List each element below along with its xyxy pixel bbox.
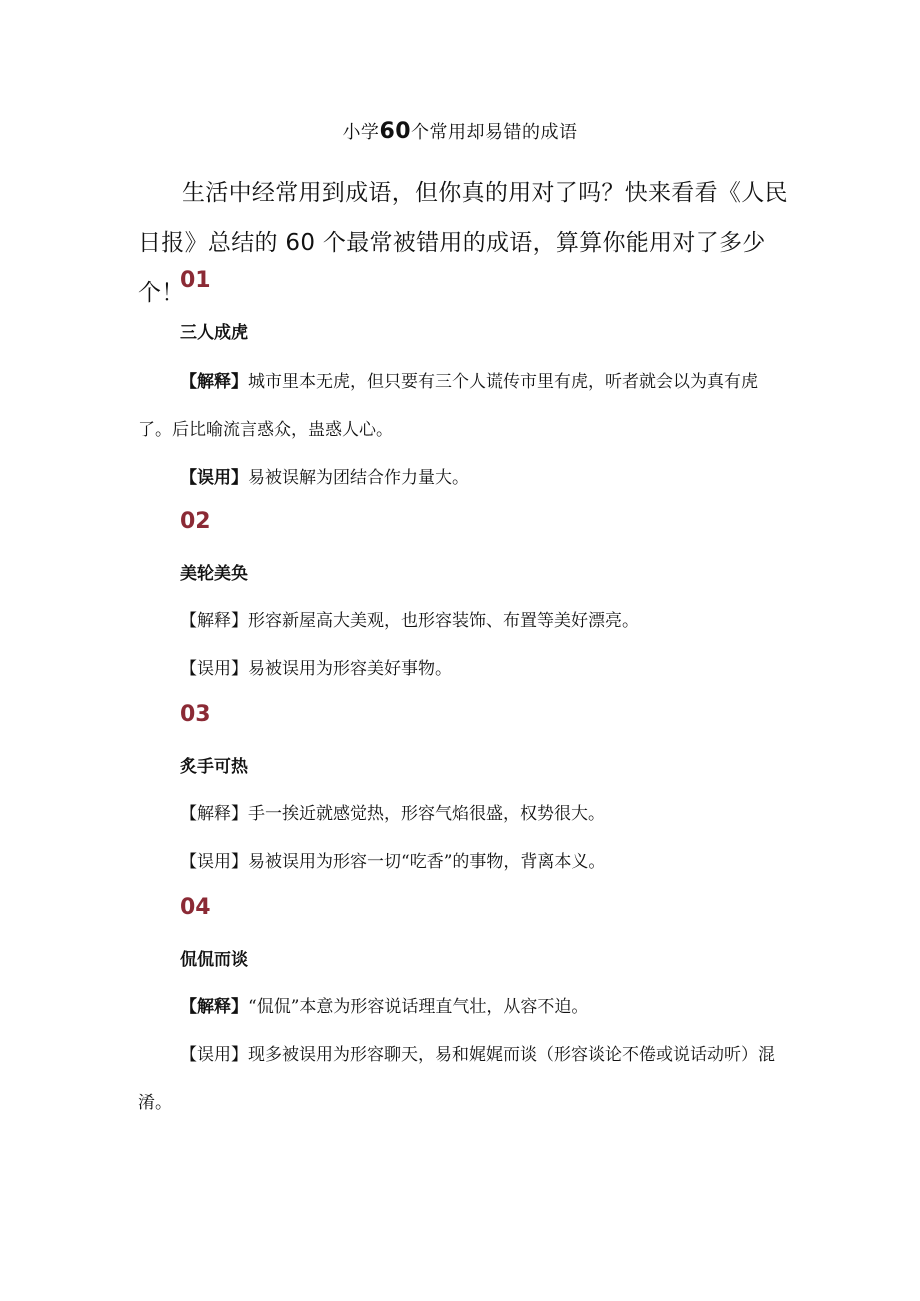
explanation-tag: 【解释】	[180, 372, 248, 392]
explanation-tag: 【解释】	[180, 804, 248, 824]
document-title	[0, 118, 920, 144]
explanation-text: 手一挨近就感觉热，形容气焰很盛，权势很大。	[248, 804, 605, 824]
misuse-text: 易被误解为团结合作力量大。	[248, 468, 469, 488]
misuse-tag: 【误用】	[180, 468, 248, 488]
title-prefix: 小学	[342, 122, 380, 143]
misuse-tag: 【误用】	[180, 852, 248, 872]
section-number: 01	[180, 268, 211, 293]
explanation-paragraph	[138, 597, 788, 645]
explanation-text: 城市里本无虎，但只要有三个人谎传市里有虎，听者就会以为真有虎了。后比喻流言惑众，蛊惑人心。	[138, 372, 758, 440]
explanation-paragraph	[138, 983, 788, 1031]
explanation-paragraph	[138, 790, 788, 838]
explanation-tag: 【解释】	[180, 997, 248, 1017]
section-number: 02	[180, 509, 211, 534]
idiom-title: 侃侃而谈	[180, 950, 248, 970]
misuse-text: 现多被误用为形容聊天，易和娓娓而谈（形容谈论不倦或说话动听）混淆。	[138, 1045, 775, 1113]
misuse-tag: 【误用】	[180, 1045, 248, 1065]
explanation-text: “侃侃”本意为形容说话理直气壮，从容不迫。	[248, 997, 589, 1017]
title-suffix: 个常用却易错的成语	[411, 122, 578, 143]
explanation-tag: 【解释】	[180, 611, 248, 631]
misuse-text: 易被误用为形容一切“吃香”的事物，背离本义。	[248, 852, 606, 872]
idiom-title: 美轮美奂	[180, 564, 248, 584]
section-number: 04	[180, 895, 211, 920]
misuse-paragraph	[138, 645, 788, 693]
misuse-paragraph	[138, 454, 788, 502]
idiom-title: 炙手可热	[180, 757, 248, 777]
explanation-text: 形容新屋高大美观，也形容装饰、布置等美好漂亮。	[248, 611, 639, 631]
misuse-paragraph	[138, 838, 788, 886]
intro-paragraph: 生活中经常用到成语，但你真的用对了吗？快来看看《人民日报》总结的 60 个最常被错用的成语，算算你能用对了多少个！	[138, 180, 788, 306]
title-number: 60	[379, 119, 412, 144]
section-number: 03	[180, 702, 211, 727]
idiom-title: 三人成虎	[180, 323, 248, 343]
explanation-paragraph	[138, 358, 788, 454]
misuse-text: 易被误用为形容美好事物。	[248, 659, 452, 679]
misuse-paragraph	[138, 1031, 788, 1127]
misuse-tag: 【误用】	[180, 659, 248, 679]
